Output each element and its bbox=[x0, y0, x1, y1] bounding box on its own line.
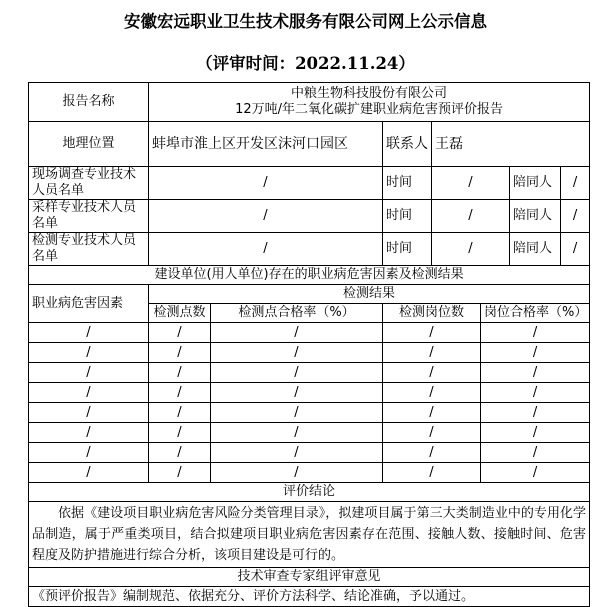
disclosure-table bbox=[28, 82, 590, 607]
companion-label: 陪同人 bbox=[510, 200, 561, 233]
table-cell: / bbox=[383, 423, 481, 443]
table-cell: / bbox=[211, 443, 383, 463]
table-cell: / bbox=[481, 363, 590, 383]
table-cell: / bbox=[211, 363, 383, 383]
hazard-section-row bbox=[29, 266, 590, 285]
hazard-header-row bbox=[29, 285, 590, 304]
review-time: （评审时间：2022.11.24） bbox=[196, 54, 415, 73]
expert-title-row bbox=[29, 568, 590, 587]
table-cell: / bbox=[383, 343, 481, 363]
table-cell: / bbox=[383, 463, 481, 483]
table-row bbox=[29, 383, 590, 403]
location-row bbox=[29, 122, 590, 167]
report-name-row bbox=[29, 83, 590, 122]
table-cell: / bbox=[383, 403, 481, 423]
result-label: 检测结果 bbox=[149, 285, 590, 304]
staff-names: / bbox=[149, 167, 383, 200]
table-cell: / bbox=[481, 403, 590, 423]
table-cell: / bbox=[149, 383, 211, 403]
report-name-value bbox=[149, 83, 590, 122]
table-cell: / bbox=[149, 443, 211, 463]
table-cell: / bbox=[29, 363, 149, 383]
table-cell: / bbox=[149, 403, 211, 423]
staff-row bbox=[29, 200, 590, 233]
table-row bbox=[29, 423, 590, 443]
time-value: / bbox=[432, 200, 510, 233]
companion-value: / bbox=[561, 233, 590, 266]
table-cell: / bbox=[149, 323, 211, 343]
table-cell: / bbox=[211, 323, 383, 343]
hazard-section-title: 建设单位(用人单位)存在的职业病危害因素及检测结果 bbox=[29, 266, 590, 285]
expert-title: 技术审查专家组评审意见 bbox=[29, 568, 590, 587]
expert-text-row bbox=[29, 587, 590, 607]
table-cell: / bbox=[149, 423, 211, 443]
column-header: 检测点数 bbox=[149, 304, 211, 323]
table-cell: / bbox=[481, 463, 590, 483]
staff-label: 采样专业技术人员名单 bbox=[29, 200, 149, 233]
report-name-label: 报告名称 bbox=[29, 83, 149, 122]
companion-label: 陪同人 bbox=[510, 233, 561, 266]
staff-label: 检测专业技术人员名单 bbox=[29, 233, 149, 266]
table-cell: / bbox=[481, 323, 590, 343]
staff-row bbox=[29, 233, 590, 266]
conclusion-title: 评价结论 bbox=[29, 483, 590, 502]
time-label: 时间 bbox=[383, 233, 432, 266]
time-label: 时间 bbox=[383, 200, 432, 233]
table-row bbox=[29, 443, 590, 463]
conclusion-text: 依据《建设项目职业病危害风险分类管理目录》，拟建项目属于第三大类制造业中的专用化学品制造，属于严重类项目，结合拟建项目职业病危害因素存在范围、接触人数、接触时间、危害程度及防护措施进行综合分析，该项目建设是可行的。 bbox=[29, 502, 590, 568]
table-cell: / bbox=[29, 423, 149, 443]
company-name: 中粮生物科技股份有限公司 bbox=[291, 86, 448, 101]
staff-names: / bbox=[149, 233, 383, 266]
table-row bbox=[29, 463, 590, 483]
table-cell: / bbox=[149, 463, 211, 483]
column-header: 检测点合格率（%） bbox=[211, 304, 383, 323]
time-value: / bbox=[432, 233, 510, 266]
location-value: 蚌埠市淮上区开发区沫河口园区 bbox=[149, 122, 383, 167]
table-cell: / bbox=[29, 343, 149, 363]
companion-value: / bbox=[561, 167, 590, 200]
page-title: 安徽宏远职业卫生技术服务有限公司网上公示信息 bbox=[124, 12, 487, 31]
table-row bbox=[29, 343, 590, 363]
table-cell: / bbox=[29, 323, 149, 343]
table-cell: / bbox=[383, 323, 481, 343]
table-cell: / bbox=[481, 383, 590, 403]
table-cell: / bbox=[481, 443, 590, 463]
table-cell: / bbox=[29, 463, 149, 483]
column-header: 岗位合格率（%） bbox=[481, 304, 590, 323]
companion-label: 陪同人 bbox=[510, 167, 561, 200]
expert-text: 《预评价报告》编制规范、依据充分、评价方法科学、结论准确，予以通过。 bbox=[29, 587, 590, 607]
table-cell: / bbox=[29, 383, 149, 403]
table-row bbox=[29, 323, 590, 343]
table-cell: / bbox=[29, 443, 149, 463]
table-cell: / bbox=[481, 343, 590, 363]
table-cell: / bbox=[481, 423, 590, 443]
factor-label: 职业病危害因素 bbox=[29, 285, 149, 323]
report-title: 12万吨/年二氧化碳扩建职业病危害预评价报告 bbox=[235, 102, 503, 117]
time-label: 时间 bbox=[383, 167, 432, 200]
table-row bbox=[29, 363, 590, 383]
conclusion-text-row bbox=[29, 502, 590, 568]
table-cell: / bbox=[29, 403, 149, 423]
table-cell: / bbox=[383, 363, 481, 383]
time-value: / bbox=[432, 167, 510, 200]
table-cell: / bbox=[211, 423, 383, 443]
staff-row bbox=[29, 167, 590, 200]
table-row bbox=[29, 403, 590, 423]
staff-names: / bbox=[149, 200, 383, 233]
staff-label: 现场调查专业技术人员名单 bbox=[29, 167, 149, 200]
column-header: 检测岗位数 bbox=[383, 304, 481, 323]
contact-label: 联系人 bbox=[383, 122, 432, 167]
table-cell: / bbox=[383, 383, 481, 403]
table-cell: / bbox=[211, 403, 383, 423]
companion-value: / bbox=[561, 200, 590, 233]
table-cell: / bbox=[149, 343, 211, 363]
location-label: 地理位置 bbox=[29, 122, 149, 167]
table-cell: / bbox=[211, 343, 383, 363]
table-cell: / bbox=[211, 383, 383, 403]
table-cell: / bbox=[149, 363, 211, 383]
table-cell: / bbox=[383, 443, 481, 463]
conclusion-title-row bbox=[29, 483, 590, 502]
contact-value: 王磊 bbox=[432, 122, 590, 167]
table-cell: / bbox=[211, 463, 383, 483]
